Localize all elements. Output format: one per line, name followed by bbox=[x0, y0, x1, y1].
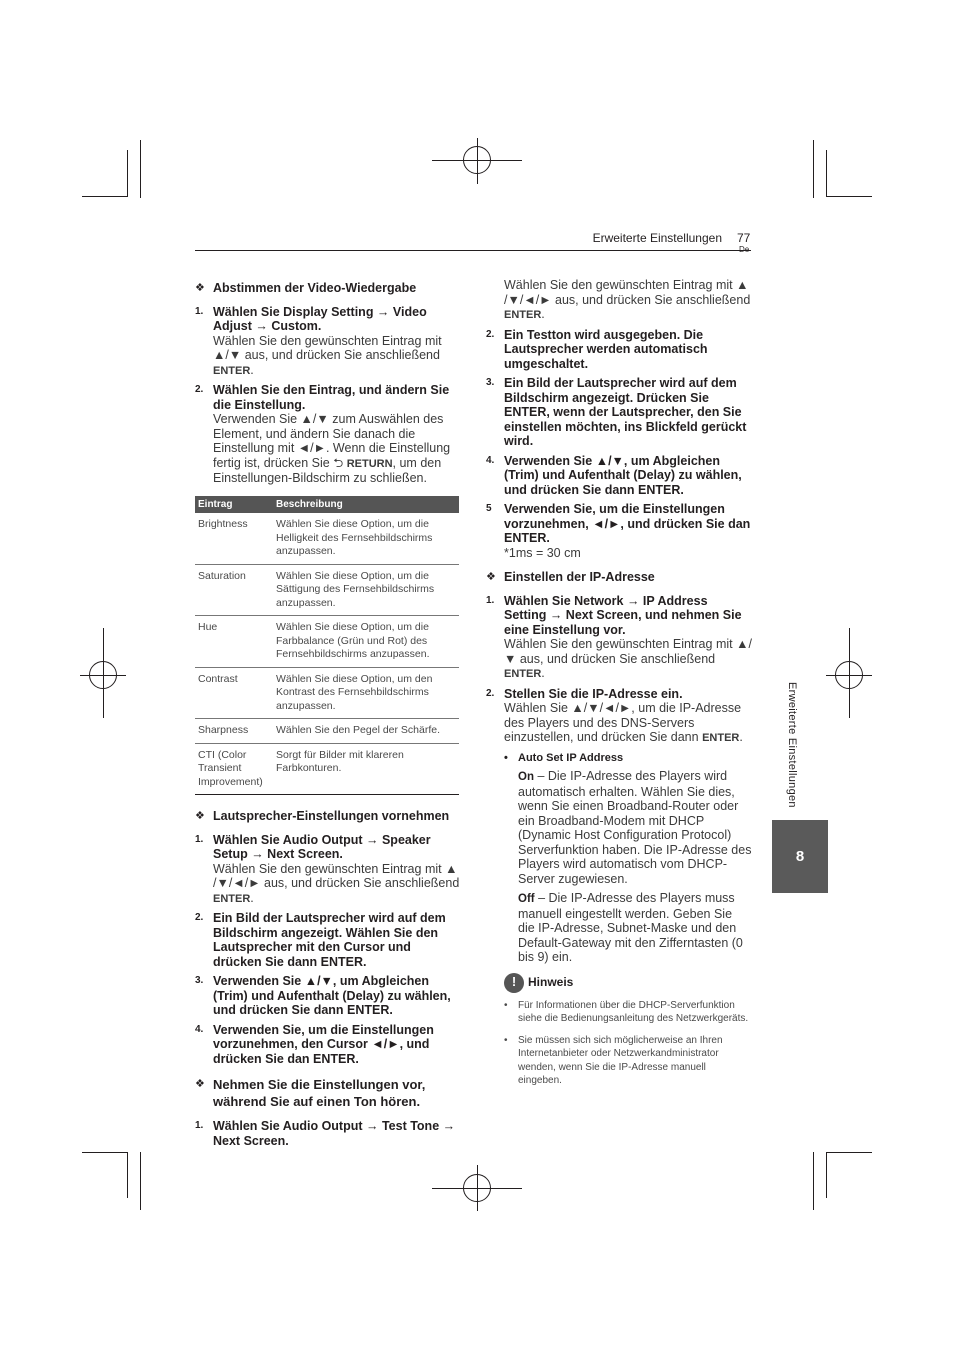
section-heading-test-tone: ❖ Nehmen Sie die Einstellungen vor, während Sie auf einen Ton hören. bbox=[195, 1077, 426, 1109]
step: 2. Wählen Sie den Eintrag, und ändern Sie die Einstellung. Verwenden Sie ▲/▼ zum Auswählen des Element, und ändern Sie danach die Einstellung mit ◄/►. Wenn die Einstellung fertig ist, drücken Sie ⮌ RETURN, um den Einstellungen-Bildschirm zu schließen. bbox=[195, 383, 460, 486]
step: 4. Verwenden Sie, um die Einstellungen vorzunehmen, den Cursor ◄/►, und drücken Sie dan ENTER. bbox=[195, 1023, 460, 1067]
step-title: Wählen Sie Display Setting → Video Adjust → Custom. bbox=[213, 304, 427, 333]
table-row: CTI (Color Transient Improvement) Sorgt für Bilder mit klareren Farbkonturen. bbox=[195, 743, 459, 795]
option-group-label: • Auto Set IP Address bbox=[504, 751, 752, 766]
diamond-bullet-icon: ❖ bbox=[195, 1078, 205, 1090]
video-settings-table bbox=[195, 496, 459, 796]
exclamation-icon: ! bbox=[504, 973, 524, 993]
left-column bbox=[195, 281, 460, 1153]
diamond-bullet-icon: ❖ bbox=[486, 571, 496, 583]
step: 2. Ein Testton wird ausgegeben. Die Lautsprecher werden automatisch umgeschaltet. bbox=[486, 328, 752, 372]
step-body: Wählen Sie den gewünschten Eintrag mit ▲ /▼/◄/► aus, und drücken Sie anschließend ENTER. bbox=[504, 278, 751, 321]
chapter-number: 8 bbox=[795, 848, 805, 865]
step-body: Verwenden Sie ▲/▼ zum Auswählen des Element, und ändern Sie danach die Einstellung mit ◄/►. Wenn die Einstellung fertig ist, drücken Sie ⮌ RETURN, um den Einstellungen-Bildschirm zu schließen. bbox=[213, 412, 451, 485]
step: 1. Wählen Sie Network → IP Address Setting → Next Screen, und nehmen Sie eine Einstellung vor. Wählen Sie den gewünschten Eintrag mit ▲/▼ aus, und drücken Sie anschließend ENTER. bbox=[486, 593, 752, 680]
step-body: *1ms = 30 cm bbox=[504, 545, 581, 560]
step-title: Ein Testton wird ausgegeben. Die Lautsprecher werden automatisch umgeschaltet. bbox=[504, 327, 708, 371]
step-body: Wählen Sie den gewünschten Eintrag mit ▲ /▼/◄/► aus, und drücken Sie anschließend ENTER. bbox=[213, 861, 460, 905]
table-row: Sharpness Wählen Sie den Pegel der Schärfe. bbox=[195, 719, 459, 744]
step-body: Wählen Sie den gewünschten Eintrag mit ▲/▼ aus, und drücken Sie anschließend ENTER. bbox=[504, 637, 752, 680]
step-body: Wählen Sie den gewünschten Eintrag mit ▲/▼ aus, und drücken Sie anschließend ENTER. bbox=[213, 333, 442, 377]
table-row: Saturation Wählen Sie diese Option, um die Sättigung des Fernsehbildschirms anzupassen. bbox=[195, 564, 459, 616]
column-header: Eintrag bbox=[195, 496, 273, 514]
step: 1. Wählen Sie Display Setting → Video Adjust → Custom. Wählen Sie den gewünschten Eintrag mit ▲/▼ aus, und drücken Sie anschließend ENTER. bbox=[195, 305, 460, 379]
step: 5 Verwenden Sie, um die Einstellungen vorzunehmen, ◄/►, und drücken Sie dan ENTER. *1ms = 30 cm bbox=[486, 502, 751, 560]
step-title: Verwenden Sie ▲/▼, um Abgleichen (Trim) und Aufenthalt (Delay) zu wählen, und drücken Sie dann ENTER. bbox=[504, 453, 742, 497]
step: 4. Verwenden Sie ▲/▼, um Abgleichen (Trim) und Aufenthalt (Delay) zu wählen, und drücken Sie dann ENTER. bbox=[486, 454, 752, 498]
right-column bbox=[486, 278, 752, 1096]
header-rule bbox=[195, 250, 751, 251]
note-item: • Für Informationen über die DHCP-Serverfunktion siehe die Bedienungsanleitung des Netzwerkgeräts. bbox=[504, 999, 752, 1026]
step: 1. Wählen Sie Audio Output → Test Tone → Next Screen. bbox=[195, 1119, 460, 1148]
page-number: 77 bbox=[737, 231, 751, 245]
step-title: Ein Bild der Lautsprecher wird auf dem Bildschirm angezeigt. Wählen Sie den Lautsprecher mit den Cursor und drücken Sie dann ENTER. bbox=[213, 911, 446, 969]
note-heading: ! Hinweis bbox=[504, 973, 752, 993]
side-chapter-label: Erweiterte Einstellungen bbox=[786, 682, 798, 808]
step-title: Verwenden Sie ▲/▼, um Abgleichen (Trim) und Aufenthalt (Delay) zu wählen, und drücken Sie dann ENTER. bbox=[213, 974, 451, 1017]
option-on: On – Die IP-Adresse des Players wird automatisch erhalten. Wählen Sie dies, wenn Sie einen Broadband-Router oder ein Broadband-Modem mit DHCP (Dynamic Host Configuration Protocol) Serverfunktion haben. Die IP-Adresse des Players wird automatisch vom DHCP-Server zugewiesen. bbox=[518, 769, 752, 886]
step-title: Wählen Sie Audio Output → Test Tone → Next Screen. bbox=[213, 1119, 456, 1148]
step-body: Wählen Sie ▲/▼/◄/►, um die IP-Adresse des Players und des DNS-Servers einzustellen, und drücken Sie dann ENTER. bbox=[504, 701, 743, 744]
step: 1. Wählen Sie Audio Output → Speaker Setup → Next Screen. Wählen Sie den gewünschten Eintrag mit ▲ /▼/◄/► aus, und drücken Sie anschließend ENTER. bbox=[195, 832, 460, 905]
step: 2. Stellen Sie die IP-Adresse ein. Wählen Sie ▲/▼/◄/►, um die IP-Adresse des Players und des DNS-Servers einzustellen, und drücken Sie dann ENTER. bbox=[486, 687, 752, 746]
column-header: Beschreibung bbox=[273, 496, 459, 514]
step-title: Stellen Sie die IP-Adresse ein. bbox=[504, 686, 683, 701]
note-item: • Sie müssen sich sich möglicherweise an Ihren Internetanbieter oder Netzwerkandministrator wenden, wenn Sie die IP-Adresse manuell eingeben. bbox=[504, 1034, 752, 1088]
chapter-tab bbox=[772, 820, 828, 893]
table-row: Contrast Wählen Sie diese Option, um den Kontrast des Fernsehbildschirms anzupassen. bbox=[195, 667, 459, 719]
step-title: Wählen Sie Audio Output → Speaker Setup → Next Screen. bbox=[213, 832, 431, 861]
step-title: Ein Bild der Lautsprecher wird auf dem Bildschirm angezeigt. Drücken Sie ENTER, wenn der Lautsprecher, den Sie einstellen möchten, ins Blickfeld gerückt wird. bbox=[504, 376, 747, 448]
diamond-bullet-icon: ❖ bbox=[195, 282, 205, 294]
table-row: Hue Wählen Sie diese Option, um die Farbbalance (Grün und Rot) des Fernsehbildschirms anzupassen. bbox=[195, 616, 459, 668]
step-title: Wählen Sie Network → IP Address Setting → Next Screen, und nehmen Sie eine Einstellung vor. bbox=[504, 593, 742, 637]
step-title: Wählen Sie den Eintrag, und ändern Sie die Einstellung. bbox=[213, 383, 450, 412]
step-continuation bbox=[486, 278, 752, 323]
step: 2. Ein Bild der Lautsprecher wird auf dem Bildschirm angezeigt. Wählen Sie den Lautsprecher mit den Cursor und drücken Sie dann ENTER. bbox=[195, 911, 460, 969]
step: 3. Verwenden Sie ▲/▼, um Abgleichen (Trim) und Aufenthalt (Delay) zu wählen, und drücken Sie dann ENTER. bbox=[195, 974, 460, 1018]
section-heading-speaker: ❖ Lautsprecher-Einstellungen vornehmen bbox=[195, 809, 450, 823]
option-off: Off – Die IP-Adresse des Players muss manuell eingestellt werden. Geben Sie die IP-Adresse, Subnet-Maske und den Default-Gateway mit den Zifferntasten (0 bis 9) ein. bbox=[518, 891, 743, 964]
section-heading-video: ❖ Abstimmen der Video-Wiedergabe bbox=[195, 281, 417, 295]
table-row: Brightness Wählen Sie diese Option, um die Helligkeit des Fernsehbildschirms anzupassen. bbox=[195, 513, 459, 564]
step-title: Verwenden Sie, um die Einstellungen vorzunehmen, ◄/►, und drücken Sie dan ENTER. bbox=[504, 502, 751, 545]
table-header-row bbox=[195, 496, 459, 514]
section-heading-ip-address: ❖ Einstellen der IP-Adresse bbox=[486, 570, 655, 584]
step: 3. Ein Bild der Lautsprecher wird auf dem Bildschirm angezeigt. Drücken Sie ENTER, wenn der Lautsprecher, den Sie einstellen möchten, ins Blickfeld gerückt wird. bbox=[486, 376, 752, 449]
step-title: Verwenden Sie, um die Einstellungen vorzunehmen, den Cursor ◄/►, und drücken Sie dan ENTER. bbox=[213, 1022, 434, 1066]
diamond-bullet-icon: ❖ bbox=[195, 810, 205, 822]
running-header-title: Erweiterte Einstellungen bbox=[592, 231, 722, 245]
